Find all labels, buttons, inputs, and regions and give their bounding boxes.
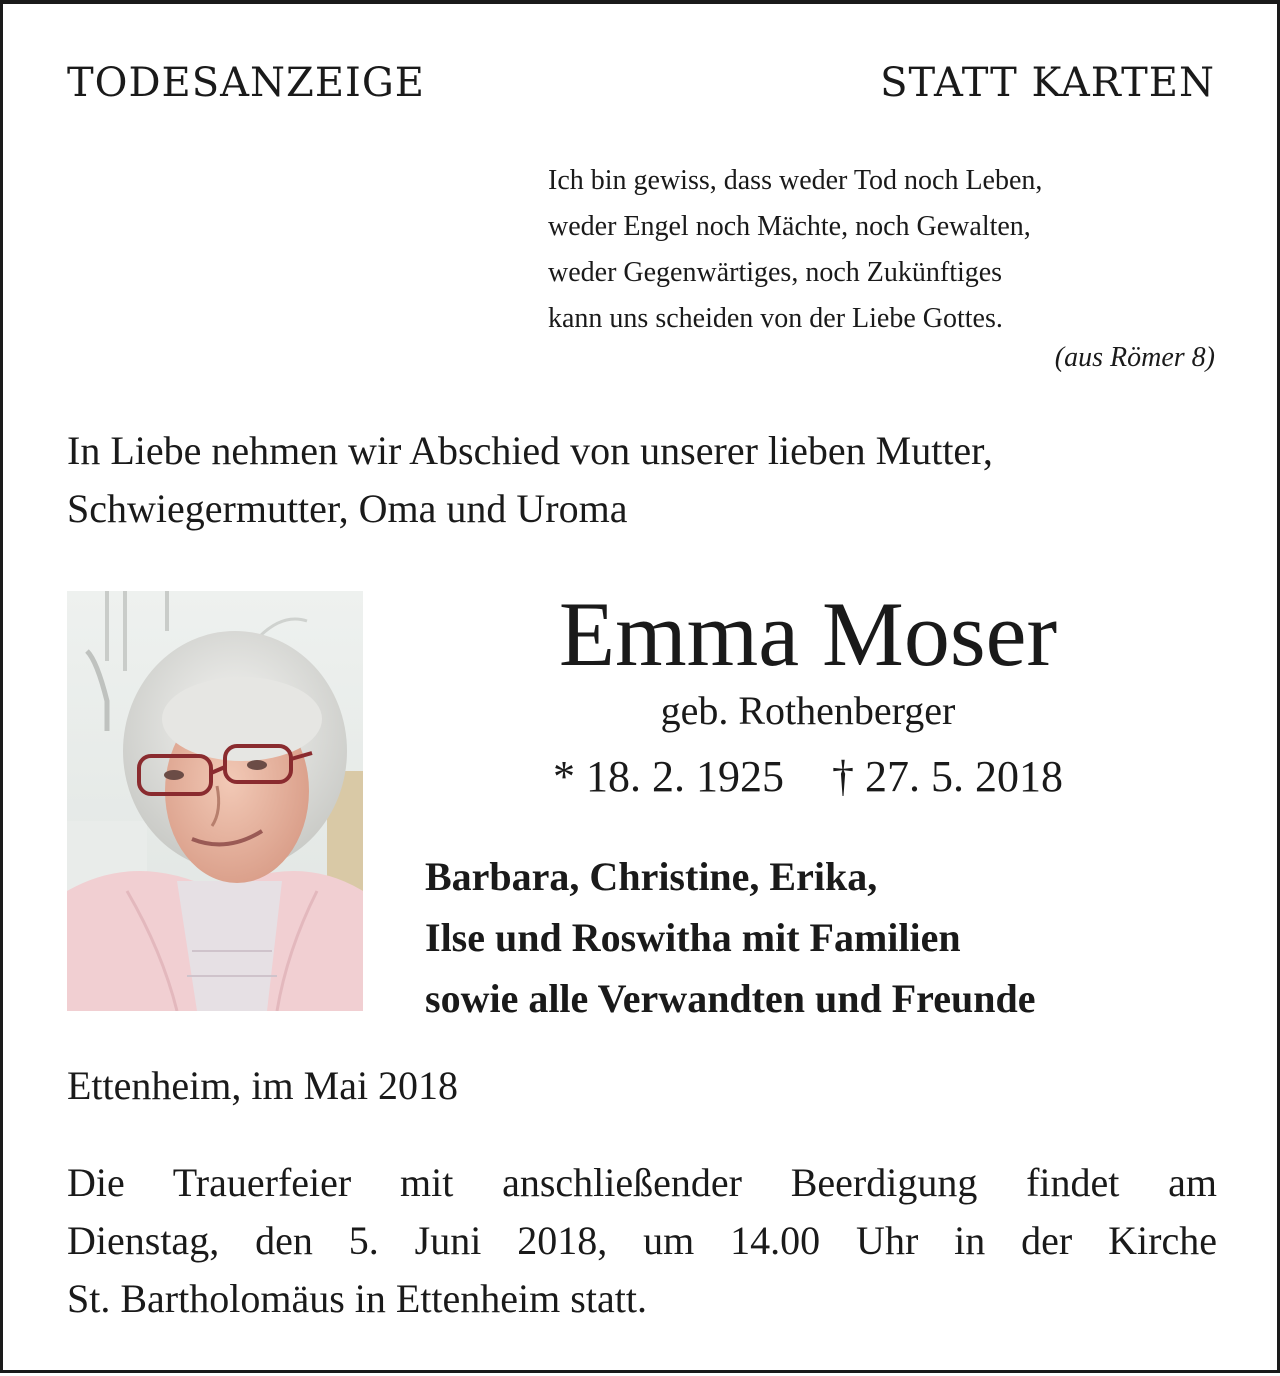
funeral-line: Die Trauerfeier mit anschließender Beerdigung findet am	[67, 1160, 1217, 1205]
verse-source: (aus Römer 8)	[1054, 342, 1215, 373]
mourners-line: Ilse und Roswitha mit Familien	[425, 915, 961, 960]
mourners-list	[425, 846, 1035, 1029]
deceased-name: Emma Moser	[558, 583, 1058, 685]
funeral-line: St. Bartholomäus in Ettenheim statt.	[67, 1276, 647, 1321]
bible-verse	[548, 158, 1042, 342]
verse-line: kann uns scheiden von der Liebe Gottes.	[548, 303, 1003, 334]
header-instead-of-cards: STATT KARTEN	[880, 60, 1215, 106]
funeral-info	[67, 1154, 1217, 1328]
verse-line: weder Engel noch Mächte, noch Gewalten,	[548, 211, 1031, 242]
mourners-line: sowie alle Verwandten und Freunde	[425, 976, 1036, 1021]
portrait-illustration	[67, 591, 363, 1011]
funeral-line: Dienstag, den 5. Juni 2018, um 14.00 Uhr in der Kirche	[67, 1218, 1217, 1263]
intro-line: Schwiegermutter, Oma und Uroma	[67, 486, 628, 531]
death-date: † 27. 5. 2018	[832, 752, 1063, 801]
portrait-photo	[67, 591, 363, 1011]
place-and-date: Ettenheim, im Mai 2018	[67, 1063, 459, 1108]
intro-line: In Liebe nehmen wir Abschied von unserer lieben Mutter,	[67, 428, 993, 473]
header-death-notice: TODESANZEIGE	[67, 60, 425, 106]
birth-date: * 18. 2. 1925	[553, 752, 784, 801]
life-dates	[363, 751, 1253, 802]
farewell-intro	[67, 422, 993, 538]
verse-line: weder Gegenwärtiges, noch Zukünftiges	[548, 257, 1003, 288]
verse-line: Ich bin gewiss, dass weder Tod noch Leben,	[548, 165, 1043, 196]
maiden-name: geb. Rothenberger	[660, 688, 956, 733]
mourners-line: Barbara, Christine, Erika,	[425, 854, 878, 899]
